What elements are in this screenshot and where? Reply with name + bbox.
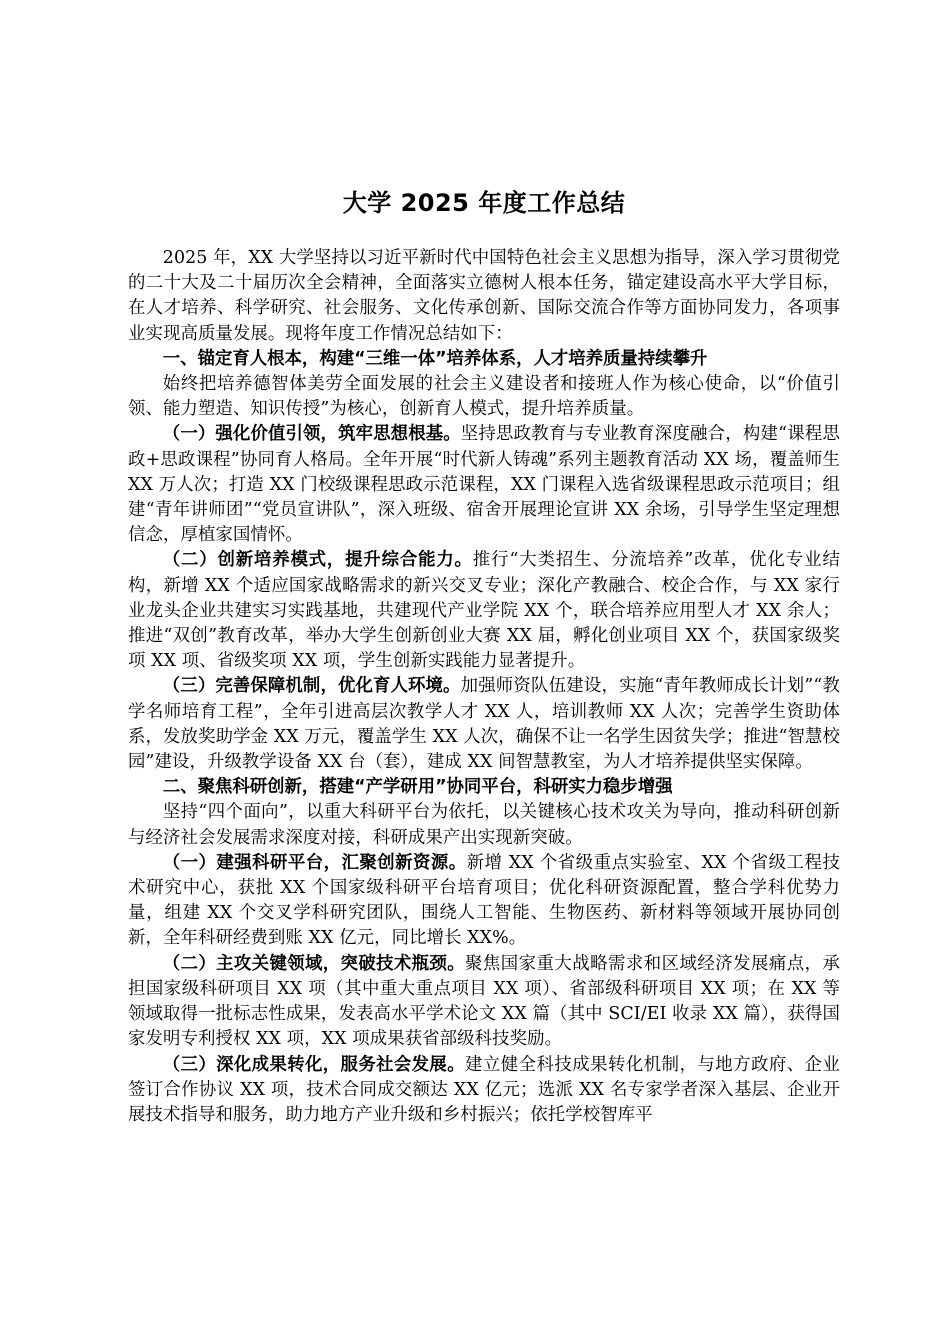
subsection-body: 新增 XX 个省级重点实验室、XX 个省级工程技术研究中心，获批 XX 个国家级科研平台培育项目；优化科研资源配置，整合学科优势力量，组建 XX 个交叉学科研究团队，围绕人工智能、生物医药、新材料等领域开展协同创新，全年科研经费到账 XX 亿元，同比增长 XX%。 [128,852,840,949]
body-paragraph: 坚持“四个面向”，以重大科研平台为依托，以关键核心技术攻关为导向，推动科研创新与经济社会发展需求深度对接，科研成果产出实现新突破。 [128,802,840,848]
subsection-paragraph [128,548,840,674]
subsection-paragraph [128,851,840,952]
subsection-lead: （二）主攻关键领域，突破技术瓶颈。 [162,953,465,974]
subsection-lead: （一）强化价值引领，筑牢思想根基。 [162,424,461,445]
section-heading: 一、锚定育人根本，构建“三维一体”培养体系，人才培养质量持续攀升 [162,348,708,369]
subsection-body: 建立健全科技成果转化机制，与地方政府、企业签订合作协议 XX 项，技术合同成交额达 XX 亿元；选派 XX 名专家学者深入基层、企业开展技术指导和服务，助力地方产业升级和乡村振兴；依托学校智库平 [128,1054,840,1125]
body-paragraph: 2025 年，XX 大学坚持以习近平新时代中国特色社会主义思想为指导，深入学习贯彻党的二十大及二十届历次全会精神，全面落实立德树人根本任务，锚定建设高水平大学目标，在人才培养、科学研究、社会服务、文化传承创新、国际交流合作等方面协同发力，各项事业实现高质量发展。现将年度工作情况总结如下： [128,248,840,344]
page-title: 大学 2025 年度工作总结 [342,189,626,217]
subsection-lead: （一）建强科研平台，汇聚创新资源。 [162,852,467,873]
subsection-paragraph [128,952,840,1053]
subsection-paragraph [128,674,840,775]
subsection-lead: （三）深化成果转化，服务社会发展。 [162,1054,465,1075]
subsection-body: 加强师资队伍建设，实施“青年教师成长计划”“教学名师培育工程”，全年引进高层次教学人才 XX 人，培训教师 XX 人次；完善学生资助体系，发放奖助学金 XX 万元，覆盖学生 XX 人次，确保不让一名学生因贫失学；推进“智慧校园”建设，升级教学设备 XX 台（套），建成 XX 间智慧教室，为人才培养提供坚实保障。 [128,676,840,773]
subsection-body: 聚焦国家重大战略需求和区域经济发展痛点，承担国家级科研项目 XX 项（其中重大重点项目 XX 项）、省部级科研项目 XX 项；在 XX 等领域取得一批标志性成果，发表高水平学术论文 XX 篇（其中 SCI/EI 收录 XX 篇），获得国家发明专利授权 XX 项，XX 项成果获省部级科技奖励。 [128,953,840,1050]
subsection-paragraph [128,422,840,548]
subsection-paragraph [128,1053,840,1129]
subsection-lead: （三）完善保障机制，优化育人环境。 [162,676,461,697]
document-text-body [128,186,840,1128]
subsection-lead: （二）创新培养模式，提升综合能力。 [162,550,473,571]
body-paragraph: 始终把培养德智体美劳全面发展的社会主义建设者和接班人作为核心使命，以“价值引领、能力塑造、知识传授”为核心，创新育人模式，提升培养质量。 [128,374,840,420]
section-heading: 二、聚焦科研创新，搭建“产学研用”协同平台，科研实力稳步增强 [162,777,673,798]
document-block-list [128,246,840,1128]
subsection-body: 推行“大类招生、分流培养”改革，优化专业结构，新增 XX 个适应国家战略需求的新兴交叉专业；深化产教融合、校企合作，与 XX 家行业龙头企业共建实习实践基地，共建现代产业学院 XX 个，联合培养应用型人才 XX 余人；推进“双创”教育改革，举办大学生创新创业大赛 XX 届，孵化创业项目 XX 个，获国家级奖项 XX 项、省级奖项 XX 项，学生创新实践能力显著提升。 [128,550,840,672]
subsection-body: 坚持思政教育与专业教育深度融合，构建“课程思政+思政课程”协同育人格局。全年开展“时代新人铸魂”系列主题教育活动 XX 场，覆盖师生 XX 万人次；打造 XX 门校级课程思政示范课程，XX 门课程入选省级课程思政示范项目；组建“青年讲师团”“党员宣讲队”，深入班级、宿舍开展理论宣讲 XX 余场，引导学生坚定理想信念，厚植家国情怀。 [128,424,840,546]
